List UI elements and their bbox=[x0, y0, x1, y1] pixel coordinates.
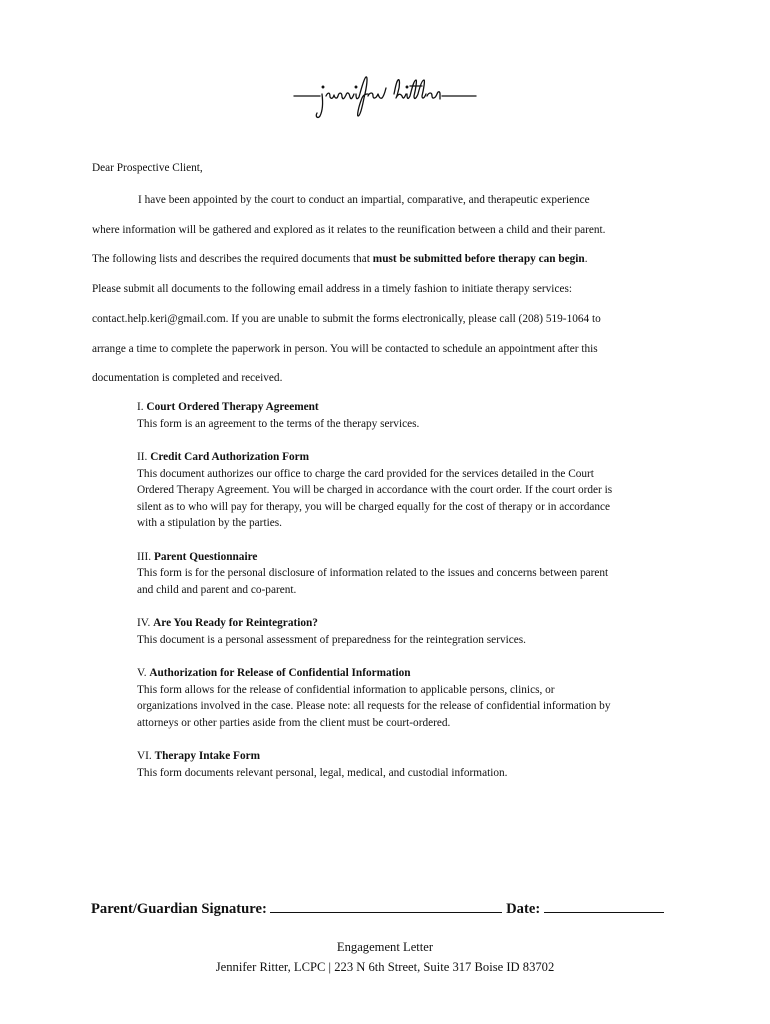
document-desc-line: attorneys or other parties aside from the client must be court-ordered. bbox=[137, 716, 451, 729]
document-item bbox=[137, 399, 677, 432]
letter-line-4: Please submit all documents to the following email address in a timely fashion to initiate therapy services: bbox=[92, 283, 573, 296]
footer-title: Engagement Letter bbox=[336, 940, 434, 954]
document-name: Parent Questionnaire bbox=[153, 550, 258, 563]
date-line[interactable] bbox=[544, 898, 664, 913]
document-desc-line: and child and parent and co-parent. bbox=[137, 583, 297, 596]
date-label: Date: bbox=[506, 901, 541, 917]
document-title bbox=[137, 399, 677, 416]
letter-line-3-period: . bbox=[584, 253, 588, 266]
document-number: III. bbox=[137, 550, 152, 563]
document-desc-line: organizations involved in the case. Please note: all requests for the release of confidential information by bbox=[137, 700, 611, 712]
document-item bbox=[137, 449, 677, 532]
document-item bbox=[137, 665, 677, 731]
signature-label: Parent/Guardian Signature: bbox=[91, 901, 267, 917]
letter-line-6: arrange a time to complete the paperwork in person. You will be contacted to schedule an appointment after this bbox=[92, 342, 598, 355]
document-desc-line: This form documents relevant personal, legal, medical, and custodial information. bbox=[137, 766, 508, 779]
jennifer-ritter-logo bbox=[290, 72, 480, 122]
document-title bbox=[137, 748, 677, 765]
document-desc-line: This document is a personal assessment of preparedness for the reintegration services. bbox=[137, 633, 526, 646]
letter-line-7: documentation is completed and received. bbox=[92, 372, 283, 385]
signature-line[interactable] bbox=[270, 898, 502, 913]
document-number: IV. bbox=[137, 617, 151, 629]
document-name: Are You Ready for Reintegration? bbox=[153, 617, 318, 629]
signature-row bbox=[91, 898, 691, 918]
document-name: Court Ordered Therapy Agreement bbox=[146, 401, 319, 413]
letter-line-2: where information will be gathered and explored as it relates to the reunification between a child and their parent. bbox=[92, 223, 606, 236]
document-desc-line: This form is for the personal disclosure of information related to the issues and concerns between parent bbox=[137, 567, 609, 579]
document-title bbox=[137, 549, 677, 566]
document-name: Authorization for Release of Confidential Information bbox=[149, 667, 411, 679]
letter-line-3-text: The following lists and describes the required documents that bbox=[92, 253, 370, 266]
document-title bbox=[137, 665, 677, 682]
greeting: Dear Prospective Client, bbox=[92, 162, 203, 174]
document-name: Credit Card Authorization Form bbox=[150, 451, 310, 463]
document-desc-line: silent as to who will pay for therapy, you will be charged equally for the cost of therapy or in accordance bbox=[137, 500, 611, 513]
document-title bbox=[137, 615, 677, 632]
letter-line-3 bbox=[92, 245, 672, 275]
document-title bbox=[137, 449, 677, 466]
document-desc-line: Ordered Therapy Agreement. You will be charged in accordance with the court order. If the court order is bbox=[137, 484, 613, 496]
document-number: VI. bbox=[137, 750, 152, 762]
document-desc-line: This form is an agreement to the terms of the therapy services. bbox=[137, 417, 420, 430]
document-number: II. bbox=[137, 451, 148, 463]
letter-line-3-emphasis: must be submitted before therapy can begin bbox=[372, 253, 585, 266]
document-number: I. bbox=[137, 401, 144, 413]
letter-line-1: I have been appointed by the court to conduct an impartial, comparative, and therapeutic experience bbox=[138, 194, 590, 206]
footer-address: Jennifer Ritter, LCPC | 223 N 6th Street, Suite 317 Boise ID 83702 bbox=[215, 959, 555, 974]
required-documents-list bbox=[137, 399, 677, 798]
letter-body bbox=[92, 158, 672, 394]
page-footer bbox=[0, 938, 770, 977]
document-item bbox=[137, 748, 677, 781]
document-item bbox=[137, 615, 677, 648]
signature-logo-graphic bbox=[290, 72, 480, 122]
document-name: Therapy Intake Form bbox=[154, 750, 261, 762]
document-number: V. bbox=[137, 667, 147, 679]
document-desc-line: This form allows for the release of confidential information to applicable persons, clinics, or bbox=[137, 683, 555, 696]
document-desc-line: with a stipulation by the parties. bbox=[137, 517, 282, 529]
letter-line-5: contact.help.keri@gmail.com. If you are unable to submit the forms electronically, please call (208) 519-1064 to bbox=[92, 312, 601, 325]
document-desc-line: This document authorizes our office to charge the card provided for the services detailed in the Court bbox=[137, 467, 594, 480]
document-item bbox=[137, 549, 677, 599]
